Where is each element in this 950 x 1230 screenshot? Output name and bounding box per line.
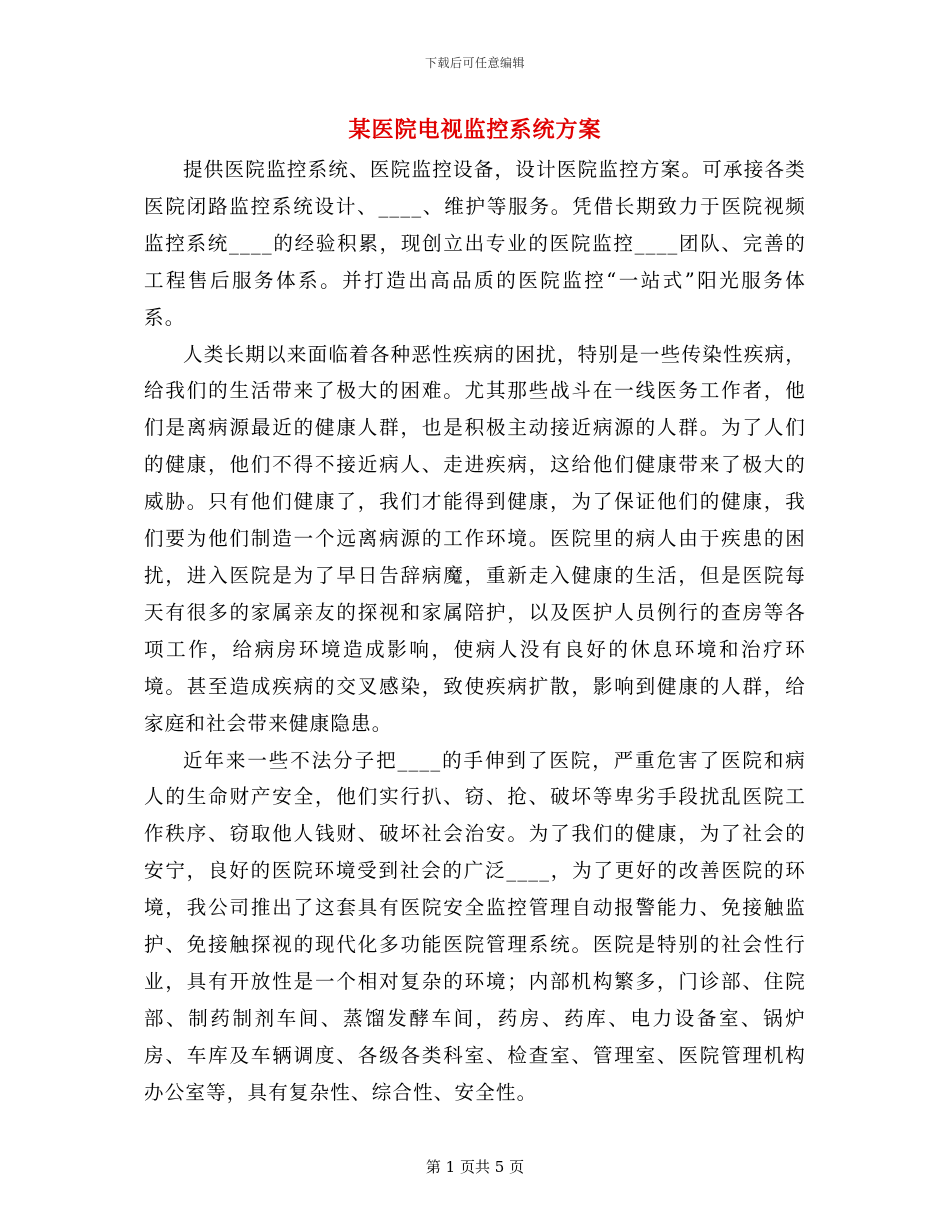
document-title: 某医院电视监控系统方案 (348, 117, 602, 143)
paragraph-2: 人类长期以来面临着各种恶性疾病的困扰，特别是一些传染性疾病，给我们的生活带来了极大的困难。尤其那些战斗在一线医务工作者，他们是离病源最近的健康人群，也是积极主动接近病源的人群。为了人们的健康，他们不得不接近病人、走进疾病，这给他们健康带来了极大的威胁。只有他们健康了，我们才能得到健康，为了保证他们的健康，我们要为他们制造一个远离病源的工作环境。医院里的病人由于疾患的困扰，进入医院是为了早日告辞病魔，重新走入健康的生活，但是医院每天有很多的家属亲友的探视和家属陪护，以及医护人员例行的查房等各项工作，给病房环境造成影响，使病人没有良好的休息环境和治疗环境。甚至造成疾病的交叉感染，致使疾病扩散，影响到健康的人群，给家庭和社会带来健康隐患。 (144, 342, 806, 735)
paragraph-3: 近年来一些不法分子把____的手伸到了医院，严重危害了医院和病人的生命财产安全，他们实行扒、窃、抢、破坏等卑劣手段扰乱医院工作秩序、窃取他人钱财、破坏社会治安。为了我们的健康，为了社会的安宁，良好的医院环境受到社会的广泛____，为了更好的改善医院的环境，我公司推出了这套具有医院安全监控管理自动报警能力、免接触监护、免接触探视的现代化多功能医院管理系统。医院是特别的社会性行业，具有开放性是一个相对复杂的环境；内部机构繁多，门诊部、住院部、制药制剂车间、蒸馏发酵车间，药房、药库、电力设备室、锅炉房、车库及车辆调度、各级各类科室、检查室、管理室、医院管理机构办公室等，具有复杂性、综合性、安全性。 (144, 748, 806, 1104)
paragraph-1: 提供医院监控系统、医院监控设备，设计医院监控方案。可承接各类医院闭路监控系统设计、____、维护等服务。凭借长期致力于医院视频监控系统____的经验积累，现创立出专业的医院监控____团队、完善的工程售后服务体系。并打造出高品质的医院监控“一站式”阳光服务体系。 (144, 158, 806, 329)
document-body (144, 152, 806, 1112)
page-footer: 第 1 页共 5 页 (425, 1158, 525, 1176)
header-note: 下载后可任意编辑 (424, 56, 525, 70)
